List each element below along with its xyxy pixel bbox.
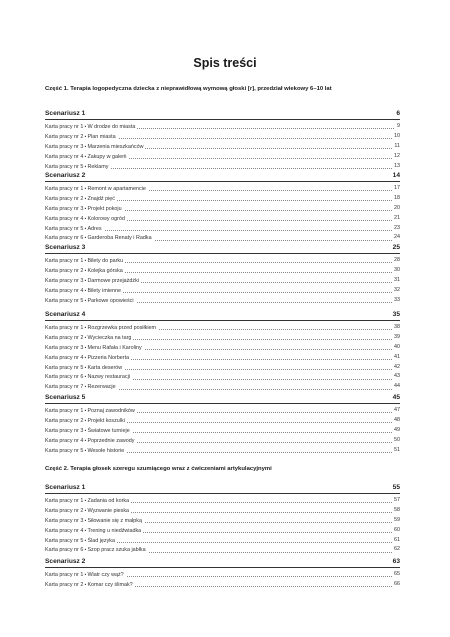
toc-section (45, 392, 400, 455)
scenario-page-number: 35 (392, 311, 400, 318)
entry-title: Wyzwanie pieska (87, 507, 130, 514)
bullet-icon: • (83, 163, 88, 169)
entry-card-number: Karta pracy nr 4 (45, 153, 84, 160)
entry-title: Marzenia mieszkańców (87, 143, 144, 150)
entry-card-number: Karta pracy nr 4 (45, 215, 84, 222)
entry-title: Komar czy ślimak? (87, 581, 133, 588)
toc-entry[interactable] (45, 580, 400, 590)
entry-title: Adres (87, 225, 102, 232)
entry-title: Wesołe historie (87, 447, 125, 454)
bullet-icon: • (83, 344, 88, 350)
toc-entry[interactable] (45, 536, 400, 546)
scenario-page-number: 14 (392, 172, 400, 179)
toc-section (45, 170, 400, 243)
entry-page-number: 60 (392, 526, 400, 536)
bullet-icon: • (83, 507, 88, 513)
entry-card-number: Karta pracy nr 5 (45, 364, 84, 371)
bullet-icon: • (83, 258, 88, 263)
entry-card-number: Karta pracy nr 3 (45, 205, 84, 212)
scenario-name: Scenariusz 1 (45, 484, 86, 491)
toc-entry[interactable] (45, 132, 400, 142)
entry-title: W drodze do miasta (87, 124, 136, 130)
toc-entry[interactable] (45, 184, 400, 194)
toc-section (45, 482, 400, 555)
entry-page-number: 10 (392, 132, 400, 142)
entry-label (45, 296, 136, 307)
entry-page-number: 59 (392, 516, 400, 526)
bullet-icon: • (83, 205, 88, 211)
entry-card-number: Karta pracy nr 2 (45, 581, 84, 588)
entry-page-number: 43 (392, 372, 400, 382)
scenario-name: Scenariusz 3 (45, 244, 86, 251)
entry-title: Zakupy w galerii (87, 153, 127, 160)
entry-title: Wycieczka na targ (87, 334, 132, 341)
entry-card-number: Karta pracy nr 6 (45, 374, 84, 381)
scenario-heading[interactable] (45, 392, 400, 404)
entry-page-number: 20 (392, 204, 400, 214)
scenario-page-number: 45 (392, 394, 400, 401)
bullet-icon: • (83, 447, 88, 453)
bullet-icon: • (83, 143, 88, 149)
entry-title: Parkowe opowieści (87, 297, 134, 304)
bullet-icon: • (83, 153, 88, 159)
bullet-icon: • (83, 124, 88, 129)
entry-page-number: 11 (392, 142, 400, 152)
entry-title: Ślad języka (87, 537, 116, 544)
scenario-heading[interactable] (45, 242, 400, 254)
scenario-page-number: 6 (396, 110, 400, 117)
bullet-icon: • (83, 417, 88, 423)
entry-page-number: 51 (392, 446, 400, 456)
toc-entry[interactable] (45, 496, 400, 506)
entry-label (45, 446, 126, 457)
page-title: Spis treści (193, 56, 257, 70)
entry-title: Bilety imienne (87, 287, 121, 294)
toc-entry[interactable] (45, 204, 400, 214)
entry-page-number: 31 (392, 276, 400, 286)
scenario-page-number: 55 (392, 484, 400, 491)
entry-card-number: Karta pracy nr 3 (45, 427, 84, 434)
bullet-icon: • (83, 374, 88, 380)
entry-page-number: 28 (392, 256, 400, 266)
scenario-name: Scenariusz 2 (45, 172, 86, 179)
toc-entry[interactable] (45, 436, 400, 446)
entry-page-number: 33 (392, 296, 400, 306)
scenario-heading[interactable] (45, 309, 400, 321)
bullet-icon: • (83, 581, 88, 587)
entry-card-number: Karta pracy nr 3 (45, 143, 84, 150)
bullet-icon: • (83, 527, 88, 533)
scenario-name: Scenariusz 1 (45, 110, 86, 117)
bullet-icon: • (83, 267, 88, 273)
toc-entry[interactable] (45, 286, 400, 296)
entry-card-number: Karta pracy nr 5 (45, 163, 84, 170)
entry-card-number: Karta pracy nr 1 (45, 325, 84, 331)
bullet-icon: • (83, 384, 88, 390)
toc-entry[interactable] (45, 122, 400, 132)
entry-card-number: Karta pracy nr 2 (45, 267, 84, 274)
toc-entry[interactable] (45, 516, 400, 526)
entry-title: Projekt pokoju (87, 205, 122, 212)
entry-title: Wiatr czy wąż? (87, 572, 124, 578)
bullet-icon: • (83, 235, 88, 241)
bullet-icon: • (83, 364, 88, 370)
toc-entry[interactable] (45, 142, 400, 152)
entry-page-number: 9 (395, 122, 400, 132)
entry-page-number: 24 (392, 233, 400, 243)
entry-card-number: Karta pracy nr 1 (45, 124, 84, 130)
entry-page-number: 61 (392, 536, 400, 546)
toc-entry[interactable] (45, 323, 400, 333)
entry-title: Nazwy restauracji (87, 374, 130, 381)
toc-entry[interactable] (45, 545, 400, 555)
entry-card-number: Karta pracy nr 5 (45, 447, 84, 454)
entry-card-number: Karta pracy nr 2 (45, 133, 84, 140)
entry-page-number: 12 (392, 152, 400, 162)
entry-page-number: 17 (392, 184, 400, 194)
entry-card-number: Karta pracy nr 4 (45, 437, 84, 444)
bullet-icon: • (83, 215, 88, 221)
entry-label (45, 545, 148, 556)
entry-card-number: Karta pracy nr 1 (45, 498, 84, 504)
toc-entry[interactable] (45, 372, 400, 382)
entry-page-number: 66 (392, 580, 400, 590)
entry-card-number: Karta pracy nr 2 (45, 195, 84, 202)
entry-title: Garderoba Renaty i Radka (87, 235, 152, 242)
entry-card-number: Karta pracy nr 5 (45, 225, 84, 232)
toc-entry[interactable] (45, 343, 400, 353)
toc-entry[interactable] (45, 382, 400, 392)
bullet-icon: • (83, 427, 88, 433)
bullet-icon: • (83, 277, 88, 283)
scenario-name: Scenariusz 5 (45, 394, 86, 401)
entry-page-number: 32 (392, 286, 400, 296)
entry-title: Światowe turnieje (87, 427, 130, 434)
entry-title: Szop pracz szuka jabłka (87, 547, 146, 554)
toc-entry[interactable] (45, 526, 400, 536)
entry-card-number: Karta pracy nr 4 (45, 354, 84, 361)
entry-title: Kolorowy ogród (87, 215, 125, 222)
scenario-heading[interactable] (45, 482, 400, 494)
bullet-icon: • (83, 437, 88, 443)
entry-title: Plan miasta (87, 133, 116, 140)
entry-title: Siłowanie się z małpką (87, 517, 142, 524)
bullet-icon: • (83, 195, 88, 201)
entry-title: Znajdź pięć (87, 195, 116, 202)
entry-title: Zadania od korka (87, 498, 130, 504)
bullet-icon: • (83, 498, 88, 503)
entry-page-number: 38 (392, 323, 400, 333)
entry-title: Poznaj zawodników (87, 408, 135, 414)
entry-page-number: 49 (392, 426, 400, 436)
entry-page-number: 41 (392, 353, 400, 363)
toc-entry[interactable] (45, 333, 400, 343)
toc-entry[interactable] (45, 266, 400, 276)
entry-page-number: 58 (392, 506, 400, 516)
toc-entry[interactable] (45, 296, 400, 306)
bullet-icon: • (83, 133, 88, 139)
entry-card-number: Karta pracy nr 2 (45, 334, 84, 341)
entry-page-number: 42 (392, 363, 400, 373)
bullet-icon: • (83, 287, 88, 293)
entry-page-number: 23 (392, 224, 400, 234)
entry-title: Rozgrzewka przed posiłkiem (87, 325, 157, 331)
toc-entry[interactable] (45, 194, 400, 204)
entry-card-number: Karta pracy nr 3 (45, 344, 84, 351)
scenario-heading[interactable] (45, 556, 400, 568)
entry-card-number: Karta pracy nr 2 (45, 417, 84, 424)
part-2-heading: Część 2. Terapia głosek szeregu szumiącego wraz z ćwiczeniami artykulacyjnymi (45, 466, 272, 472)
scenario-heading[interactable] (45, 170, 400, 182)
bullet-icon: • (83, 225, 88, 231)
bullet-icon: • (83, 186, 88, 191)
toc-entry[interactable] (45, 214, 400, 224)
entry-card-number: Karta pracy nr 1 (45, 408, 84, 414)
bullet-icon: • (83, 334, 88, 340)
entry-page-number: 48 (392, 416, 400, 426)
entry-title: Reklamy (87, 163, 109, 170)
entry-card-number: Karta pracy nr 6 (45, 235, 84, 242)
entry-card-number: Karta pracy nr 5 (45, 537, 84, 544)
entry-page-number: 44 (392, 382, 400, 392)
toc-entry[interactable] (45, 426, 400, 436)
entry-page-number: 39 (392, 333, 400, 343)
bullet-icon: • (83, 517, 88, 523)
entry-title: Poprzednie zawody (87, 437, 135, 444)
entry-title: Karta deserów (87, 364, 123, 371)
toc-entry[interactable] (45, 256, 400, 266)
scenario-page-number: 25 (392, 244, 400, 251)
entry-title: Projekt koszulki (87, 417, 125, 424)
entry-title: Rezerwacje (87, 384, 116, 391)
entry-card-number: Karta pracy nr 1 (45, 572, 84, 578)
entry-title: Kolejka górska (87, 267, 123, 274)
entry-page-number: 18 (392, 194, 400, 204)
entry-page-number: 47 (392, 406, 400, 416)
entry-card-number: Karta pracy nr 4 (45, 527, 84, 534)
entry-title: Darmowe przejażdżki (87, 277, 139, 284)
entry-page-number: 50 (392, 436, 400, 446)
entry-card-number: Karta pracy nr 1 (45, 258, 84, 264)
toc-section (45, 242, 400, 305)
entry-card-number: Karta pracy nr 4 (45, 287, 84, 294)
bullet-icon: • (83, 572, 88, 577)
entry-card-number: Karta pracy nr 7 (45, 384, 84, 391)
bullet-icon: • (83, 297, 88, 303)
entry-card-number: Karta pracy nr 1 (45, 186, 84, 192)
toc-entry[interactable] (45, 353, 400, 363)
toc-entry[interactable] (45, 363, 400, 373)
entry-label (45, 580, 135, 591)
entry-title: Trening u niedźwiadka (87, 527, 142, 534)
toc-entry[interactable] (45, 446, 400, 456)
bullet-icon: • (83, 537, 88, 543)
toc-section (45, 556, 400, 590)
toc-entry[interactable] (45, 276, 400, 286)
entry-card-number: Karta pracy nr 3 (45, 517, 84, 524)
entry-title: Menu Rafała i Karoliny (87, 344, 142, 351)
toc-entry[interactable] (45, 406, 400, 416)
entry-card-number: Karta pracy nr 5 (45, 297, 84, 304)
part-1-heading: Część 1. Terapia logopedyczna dziecka z nieprawidłową wymową głoski [r], przedział wiekowy 6–10 lat (45, 86, 332, 92)
scenario-page-number: 63 (392, 558, 400, 565)
entry-card-number: Karta pracy nr 2 (45, 507, 84, 514)
toc-section (45, 309, 400, 392)
bullet-icon: • (83, 354, 88, 360)
entry-page-number: 62 (392, 545, 400, 555)
entry-title: Pizzeria Norberta (87, 354, 130, 361)
entry-page-number: 13 (392, 162, 400, 172)
scenario-heading[interactable] (45, 108, 400, 120)
toc-entry[interactable] (45, 224, 400, 234)
toc-section (45, 108, 400, 171)
toc-entry[interactable] (45, 416, 400, 426)
entry-page-number: 57 (392, 496, 400, 506)
toc-entry[interactable] (45, 506, 400, 516)
entry-card-number: Karta pracy nr 3 (45, 277, 84, 284)
entry-page-number: 40 (392, 343, 400, 353)
entry-title: Bilety do parku (87, 258, 124, 264)
bullet-icon: • (83, 547, 88, 553)
entry-page-number: 30 (392, 266, 400, 276)
bullet-icon: • (83, 325, 88, 330)
entry-page-number: 21 (392, 214, 400, 224)
toc-entry[interactable] (45, 152, 400, 162)
bullet-icon: • (83, 408, 88, 413)
entry-title: Remont w apartamencie (87, 186, 146, 192)
toc-entry[interactable] (45, 570, 400, 580)
scenario-name: Scenariusz 2 (45, 558, 86, 565)
scenario-name: Scenariusz 4 (45, 311, 86, 318)
entry-card-number: Karta pracy nr 6 (45, 547, 84, 554)
entry-page-number: 65 (392, 570, 400, 580)
